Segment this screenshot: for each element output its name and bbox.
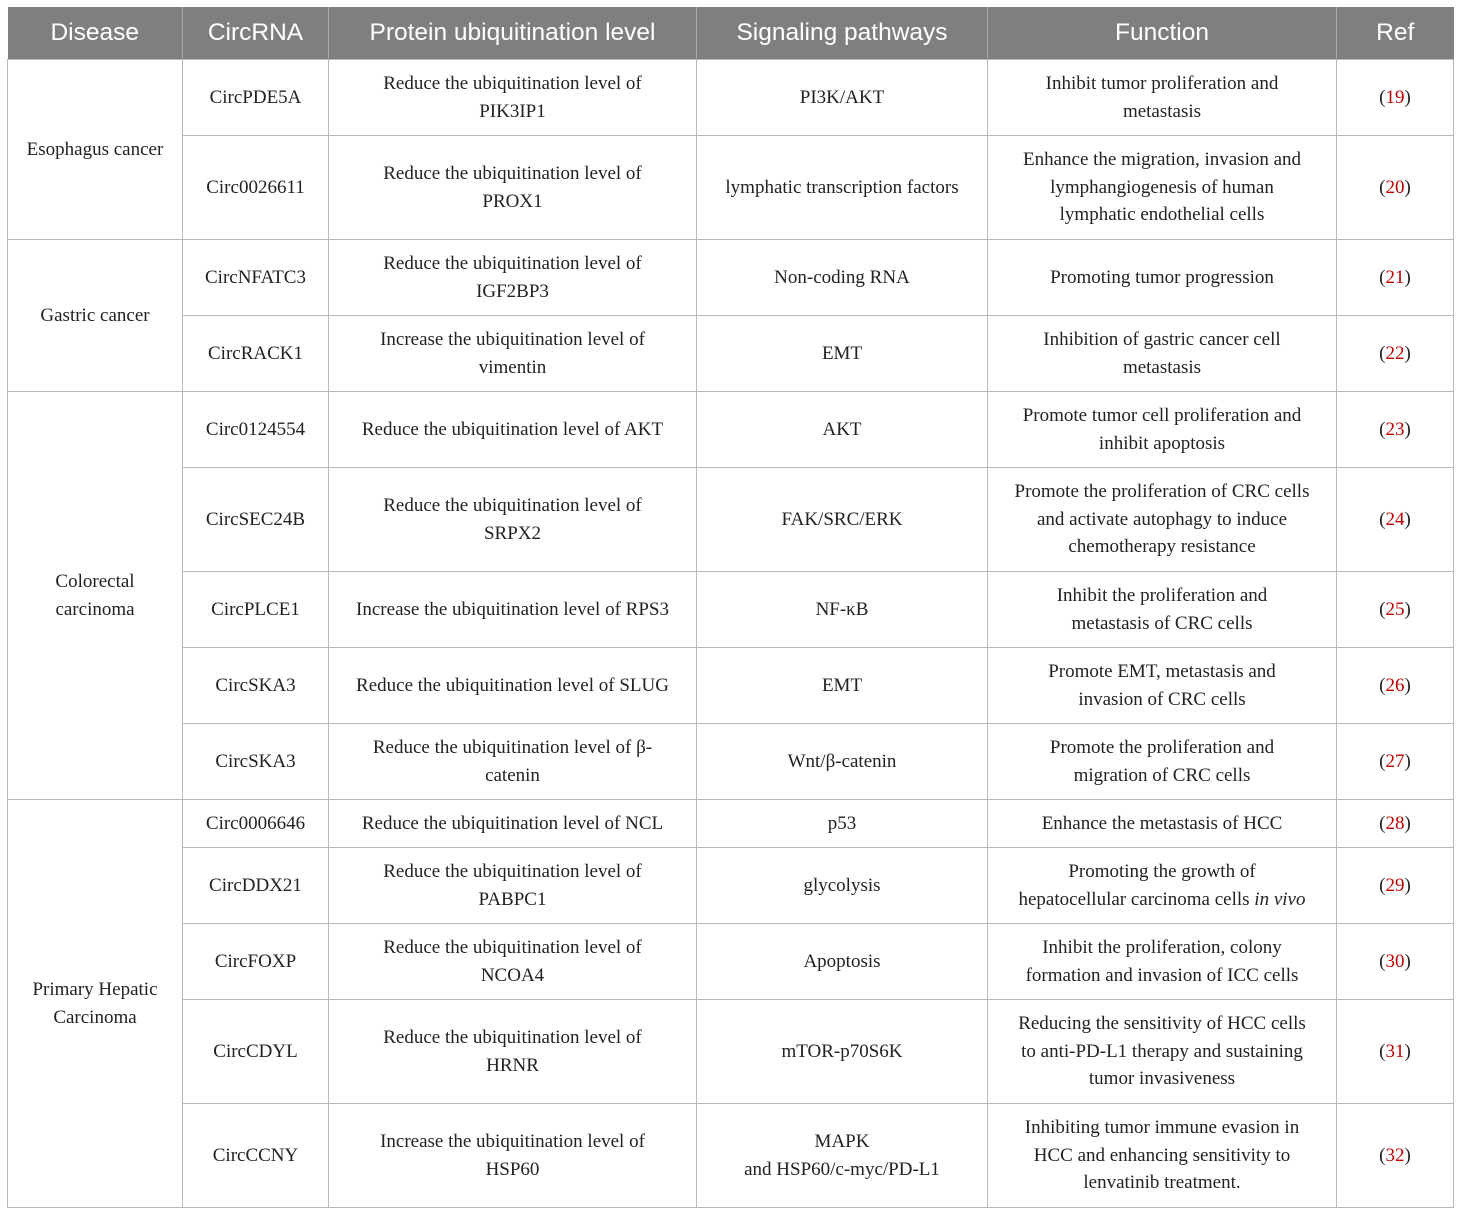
circrna-cell: Circ0006646: [183, 800, 329, 848]
table-row: [8, 848, 1454, 924]
function-cell: [988, 924, 1337, 1000]
disease-cell-line: Colorectal: [55, 571, 135, 592]
ubiquitination-cell-line: Increase the ubiquitination level of RPS3: [356, 598, 669, 620]
table-row: [8, 924, 1454, 1000]
pathway-cell-line: FAK/SRC/ERK: [781, 508, 903, 530]
function-cell-line: Promote the proliferation and: [1049, 737, 1275, 758]
ubiquitination-cell-line: PIK3IP1: [479, 100, 546, 122]
pathway-cell-line: mTOR-p70S6K: [781, 1040, 903, 1062]
pathway-cell-line: and HSP60/c-myc/PD-L1: [744, 1158, 940, 1180]
ubiquitination-cell-line: Reduce the ubiquitination level of AKT: [361, 418, 664, 440]
ubiquitination-cell-line: IGF2BP3: [476, 280, 549, 302]
function-cell-line: Enhance the metastasis of HCC: [1041, 812, 1283, 834]
function-cell-line: Promote EMT, metastasis and: [1048, 661, 1276, 682]
function-cell-line: migration of CRC cells: [1073, 764, 1251, 786]
ref-cell: [1337, 60, 1454, 136]
function-cell-line: Promoting the growth of: [1068, 861, 1256, 882]
function-cell: [988, 848, 1337, 924]
function-cell-line: Inhibition of gastric cancer cell: [1043, 329, 1281, 350]
ubiquitination-cell-line: Reduce the ubiquitination level of: [383, 937, 642, 958]
function-cell: [988, 800, 1337, 848]
pathway-cell-line: Apoptosis: [803, 950, 881, 972]
ref-link[interactable]: 30: [1385, 950, 1405, 972]
function-cell: [988, 1000, 1337, 1104]
ubiquitination-cell: [329, 468, 697, 572]
ref-close-paren: ): [1404, 750, 1411, 772]
ubiquitination-cell-line: Reduce the ubiquitination level of: [383, 495, 642, 516]
function-cell-line: [1004, 886, 1320, 914]
function-cell-line: metastasis of CRC cells: [1071, 612, 1253, 634]
pathway-cell-line: NF-κB: [815, 598, 869, 620]
ref-cell: [1337, 1000, 1454, 1104]
ubiquitination-cell-line: HSP60: [485, 1158, 540, 1180]
ubiquitination-cell-line: Reduce the ubiquitination level of: [383, 861, 642, 882]
pathway-cell: [697, 316, 988, 392]
ubiquitination-cell: [329, 848, 697, 924]
ref-close-paren: ): [1404, 598, 1411, 620]
circrna-cell: CircPDE5A: [183, 60, 329, 136]
pathway-cell: [697, 136, 988, 240]
pathway-cell-line: Non-coding RNA: [774, 266, 910, 288]
ubiquitination-cell-line: Reduce the ubiquitination level of: [383, 1027, 642, 1048]
ref-link[interactable]: 26: [1385, 674, 1405, 696]
table-row: [8, 316, 1454, 392]
header-ubiquitination: Protein ubiquitination level: [329, 7, 697, 60]
ref-open-paren: (: [1379, 674, 1386, 696]
disease-cell: [8, 800, 183, 1208]
ref-open-paren: (: [1379, 598, 1386, 620]
ubiquitination-cell-line: Increase the ubiquitination level of: [380, 329, 645, 350]
disease-cell-line: carcinoma: [55, 598, 135, 620]
ref-cell: [1337, 648, 1454, 724]
disease-cell: [8, 60, 183, 240]
ubiquitination-cell-line: Reduce the ubiquitination level of: [383, 73, 642, 94]
pathway-cell-line: glycolysis: [803, 874, 881, 896]
circrna-cell: CircRACK1: [183, 316, 329, 392]
ref-cell: [1337, 924, 1454, 1000]
ref-link[interactable]: 19: [1385, 86, 1405, 108]
table-row: [8, 648, 1454, 724]
circrna-cell: CircPLCE1: [183, 572, 329, 648]
ubiquitination-cell-line: Reduce the ubiquitination level of NCL: [361, 812, 664, 834]
pathway-cell: [697, 240, 988, 316]
ref-link[interactable]: 24: [1385, 508, 1405, 530]
ref-link[interactable]: 22: [1385, 342, 1405, 364]
disease-cell-line: Esophagus cancer: [26, 138, 164, 160]
pathway-cell-line: MAPK: [814, 1131, 870, 1152]
table-row: [8, 468, 1454, 572]
header-disease: Disease: [8, 7, 183, 60]
circrna-cell: CircSEC24B: [183, 468, 329, 572]
ref-cell: [1337, 392, 1454, 468]
circrna-ubiquitination-table: [7, 7, 1454, 1208]
ref-open-paren: (: [1379, 342, 1386, 364]
pathway-cell-line: Wnt/β-catenin: [787, 750, 897, 772]
ubiquitination-cell: [329, 572, 697, 648]
ref-open-paren: (: [1379, 1040, 1386, 1062]
ubiquitination-cell: [329, 316, 697, 392]
function-cell-line: lenvatinib treatment.: [1083, 1172, 1241, 1194]
function-cell: [988, 240, 1337, 316]
ref-close-paren: ): [1404, 874, 1411, 896]
table-row: [8, 392, 1454, 468]
ref-link[interactable]: 29: [1385, 874, 1405, 896]
ref-open-paren: (: [1379, 266, 1386, 288]
circrna-cell: Circ0026611: [183, 136, 329, 240]
ref-open-paren: (: [1379, 1144, 1386, 1166]
ref-cell: [1337, 1104, 1454, 1208]
pathway-cell: [697, 648, 988, 724]
ubiquitination-cell-line: Reduce the ubiquitination level of: [383, 253, 642, 274]
pathway-cell-line: p53: [827, 812, 857, 834]
table-row: [8, 240, 1454, 316]
pathway-cell: [697, 800, 988, 848]
function-cell-line: Promoting tumor progression: [1050, 266, 1274, 288]
function-cell-line: lymphatic endothelial cells: [1059, 204, 1265, 226]
function-cell-line: HCC and enhancing sensitivity to: [1033, 1144, 1291, 1166]
ref-open-paren: (: [1379, 418, 1386, 440]
ubiquitination-cell: [329, 924, 697, 1000]
function-cell-line: Promote tumor cell proliferation and: [1022, 405, 1302, 426]
ubiquitination-cell-line: SRPX2: [483, 522, 542, 544]
pathway-cell: [697, 848, 988, 924]
ref-close-paren: ): [1404, 86, 1411, 108]
ref-close-paren: ): [1404, 418, 1411, 440]
table-row: [8, 60, 1454, 136]
ubiquitination-cell: [329, 240, 697, 316]
header-function: Function: [988, 7, 1337, 60]
circrna-cell: CircSKA3: [183, 724, 329, 800]
header-ref: Ref: [1337, 7, 1454, 60]
table-row: [8, 724, 1454, 800]
function-cell-line: formation and invasion of ICC cells: [1025, 964, 1299, 986]
ref-close-paren: ): [1404, 950, 1411, 972]
ubiquitination-cell-line: PABPC1: [478, 888, 547, 910]
circrna-cell: CircCCNY: [183, 1104, 329, 1208]
function-cell-line: Inhibit the proliferation, colony: [1042, 937, 1282, 958]
function-line-text: hepatocellular carcinoma cells: [1018, 888, 1255, 910]
circrna-cell: CircSKA3: [183, 648, 329, 724]
table-row: [8, 136, 1454, 240]
table-row: [8, 800, 1454, 848]
ubiquitination-cell-line: HRNR: [486, 1054, 539, 1076]
disease-cell: [8, 392, 183, 800]
ref-open-paren: (: [1379, 950, 1386, 972]
ref-link[interactable]: 28: [1385, 812, 1405, 834]
ref-close-paren: ): [1404, 508, 1411, 530]
ubiquitination-cell: [329, 724, 697, 800]
function-cell-line: chemotherapy resistance: [1068, 536, 1256, 558]
ref-cell: [1337, 800, 1454, 848]
ref-close-paren: ): [1404, 342, 1411, 364]
ubiquitination-cell-line: Reduce the ubiquitination level of β-: [372, 737, 653, 758]
function-cell: [988, 648, 1337, 724]
ref-close-paren: ): [1404, 176, 1411, 198]
ubiquitination-cell: [329, 136, 697, 240]
ubiquitination-cell-line: vimentin: [478, 356, 547, 378]
header-pathways: Signaling pathways: [697, 7, 988, 60]
pathway-cell: [697, 1104, 988, 1208]
function-cell: [988, 724, 1337, 800]
ref-link[interactable]: 32: [1385, 1144, 1405, 1166]
table-row: [8, 1000, 1454, 1104]
function-cell-line: inhibit apoptosis: [1098, 432, 1226, 454]
pathway-cell-line: PI3K/AKT: [799, 86, 885, 108]
pathway-cell: [697, 392, 988, 468]
ref-open-paren: (: [1379, 508, 1386, 530]
ubiquitination-cell: [329, 800, 697, 848]
function-cell-line: Inhibiting tumor immune evasion in: [1024, 1117, 1300, 1139]
function-cell-line: metastasis: [1122, 100, 1202, 122]
ubiquitination-cell-line: NCOA4: [480, 964, 545, 986]
disease-cell-line: Gastric cancer: [40, 304, 150, 326]
ubiquitination-cell: [329, 60, 697, 136]
function-cell: [988, 136, 1337, 240]
ubiquitination-cell-line: catenin: [485, 764, 540, 786]
ref-open-paren: (: [1379, 874, 1386, 896]
pathway-cell-line: AKT: [822, 418, 862, 440]
circrna-cell: Circ0124554: [183, 392, 329, 468]
ref-link[interactable]: 25: [1385, 598, 1405, 620]
ref-open-paren: (: [1379, 176, 1386, 198]
pathway-cell: [697, 724, 988, 800]
disease-cell: [8, 240, 183, 392]
ubiquitination-cell-line: Reduce the ubiquitination level of: [383, 163, 642, 184]
ubiquitination-cell: [329, 1000, 697, 1104]
function-cell: [988, 392, 1337, 468]
pathway-cell: [697, 60, 988, 136]
function-italic-text: in vivo: [1254, 888, 1306, 910]
pathway-cell-line: lymphatic transcription factors: [725, 176, 959, 198]
ubiquitination-cell-line: Reduce the ubiquitination level of SLUG: [356, 674, 669, 696]
function-cell: [988, 60, 1337, 136]
function-cell-line: Inhibit the proliferation and: [1056, 585, 1268, 606]
function-cell: [988, 468, 1337, 572]
ubiquitination-cell-line: PROX1: [482, 190, 543, 212]
ref-open-paren: (: [1379, 750, 1386, 772]
ref-close-paren: ): [1404, 674, 1411, 696]
ubiquitination-cell: [329, 392, 697, 468]
disease-cell-line: Carcinoma: [53, 1006, 137, 1028]
ref-close-paren: ): [1404, 266, 1411, 288]
function-cell-line: tumor invasiveness: [1088, 1068, 1236, 1090]
circrna-cell: CircDDX21: [183, 848, 329, 924]
function-cell: [988, 316, 1337, 392]
disease-cell-line: Primary Hepatic: [32, 979, 158, 1000]
function-cell: [988, 572, 1337, 648]
function-cell-line: invasion of CRC cells: [1078, 688, 1246, 710]
ref-close-paren: ): [1404, 1040, 1411, 1062]
table-row: [8, 572, 1454, 648]
ubiquitination-cell: [329, 648, 697, 724]
pathway-cell: [697, 572, 988, 648]
pathway-cell-line: EMT: [821, 674, 863, 696]
ref-cell: [1337, 572, 1454, 648]
function-cell-line: lymphangiogenesis of human: [1050, 176, 1274, 198]
ref-link[interactable]: 27: [1385, 750, 1405, 772]
ref-close-paren: ): [1404, 812, 1411, 834]
ref-link[interactable]: 23: [1385, 418, 1405, 440]
function-cell-line: to anti-PD-L1 therapy and sustaining: [1021, 1040, 1303, 1062]
function-cell-line: Inhibit tumor proliferation and: [1045, 73, 1279, 94]
ref-link[interactable]: 20: [1385, 176, 1405, 198]
ref-close-paren: ): [1404, 1144, 1411, 1166]
pathway-cell: [697, 468, 988, 572]
ref-cell: [1337, 316, 1454, 392]
ref-cell: [1337, 468, 1454, 572]
circrna-cell: CircCDYL: [183, 1000, 329, 1104]
circrna-cell: CircFOXP: [183, 924, 329, 1000]
circrna-cell: CircNFATC3: [183, 240, 329, 316]
ref-open-paren: (: [1379, 86, 1386, 108]
ref-cell: [1337, 136, 1454, 240]
table-row: [8, 1104, 1454, 1208]
ubiquitination-cell-line: Increase the ubiquitination level of: [380, 1131, 645, 1152]
header-row: [8, 7, 1454, 60]
ref-cell: [1337, 848, 1454, 924]
pathway-cell: [697, 924, 988, 1000]
function-cell-line: metastasis: [1122, 356, 1202, 378]
pathway-cell: [697, 1000, 988, 1104]
function-cell-line: and activate autophagy to induce: [1036, 508, 1288, 530]
function-cell-line: Enhance the migration, invasion and: [1022, 149, 1302, 171]
header-circrna: CircRNA: [183, 7, 329, 60]
ref-cell: [1337, 724, 1454, 800]
ubiquitination-cell: [329, 1104, 697, 1208]
function-cell: [988, 1104, 1337, 1208]
ref-link[interactable]: 31: [1385, 1040, 1405, 1062]
function-cell-line: Promote the proliferation of CRC cells: [1014, 481, 1310, 503]
ref-link[interactable]: 21: [1385, 266, 1405, 288]
pathway-cell-line: EMT: [821, 342, 863, 364]
function-cell-line: Reducing the sensitivity of HCC cells: [1018, 1013, 1306, 1035]
ref-cell: [1337, 240, 1454, 316]
ref-open-paren: (: [1379, 812, 1386, 834]
